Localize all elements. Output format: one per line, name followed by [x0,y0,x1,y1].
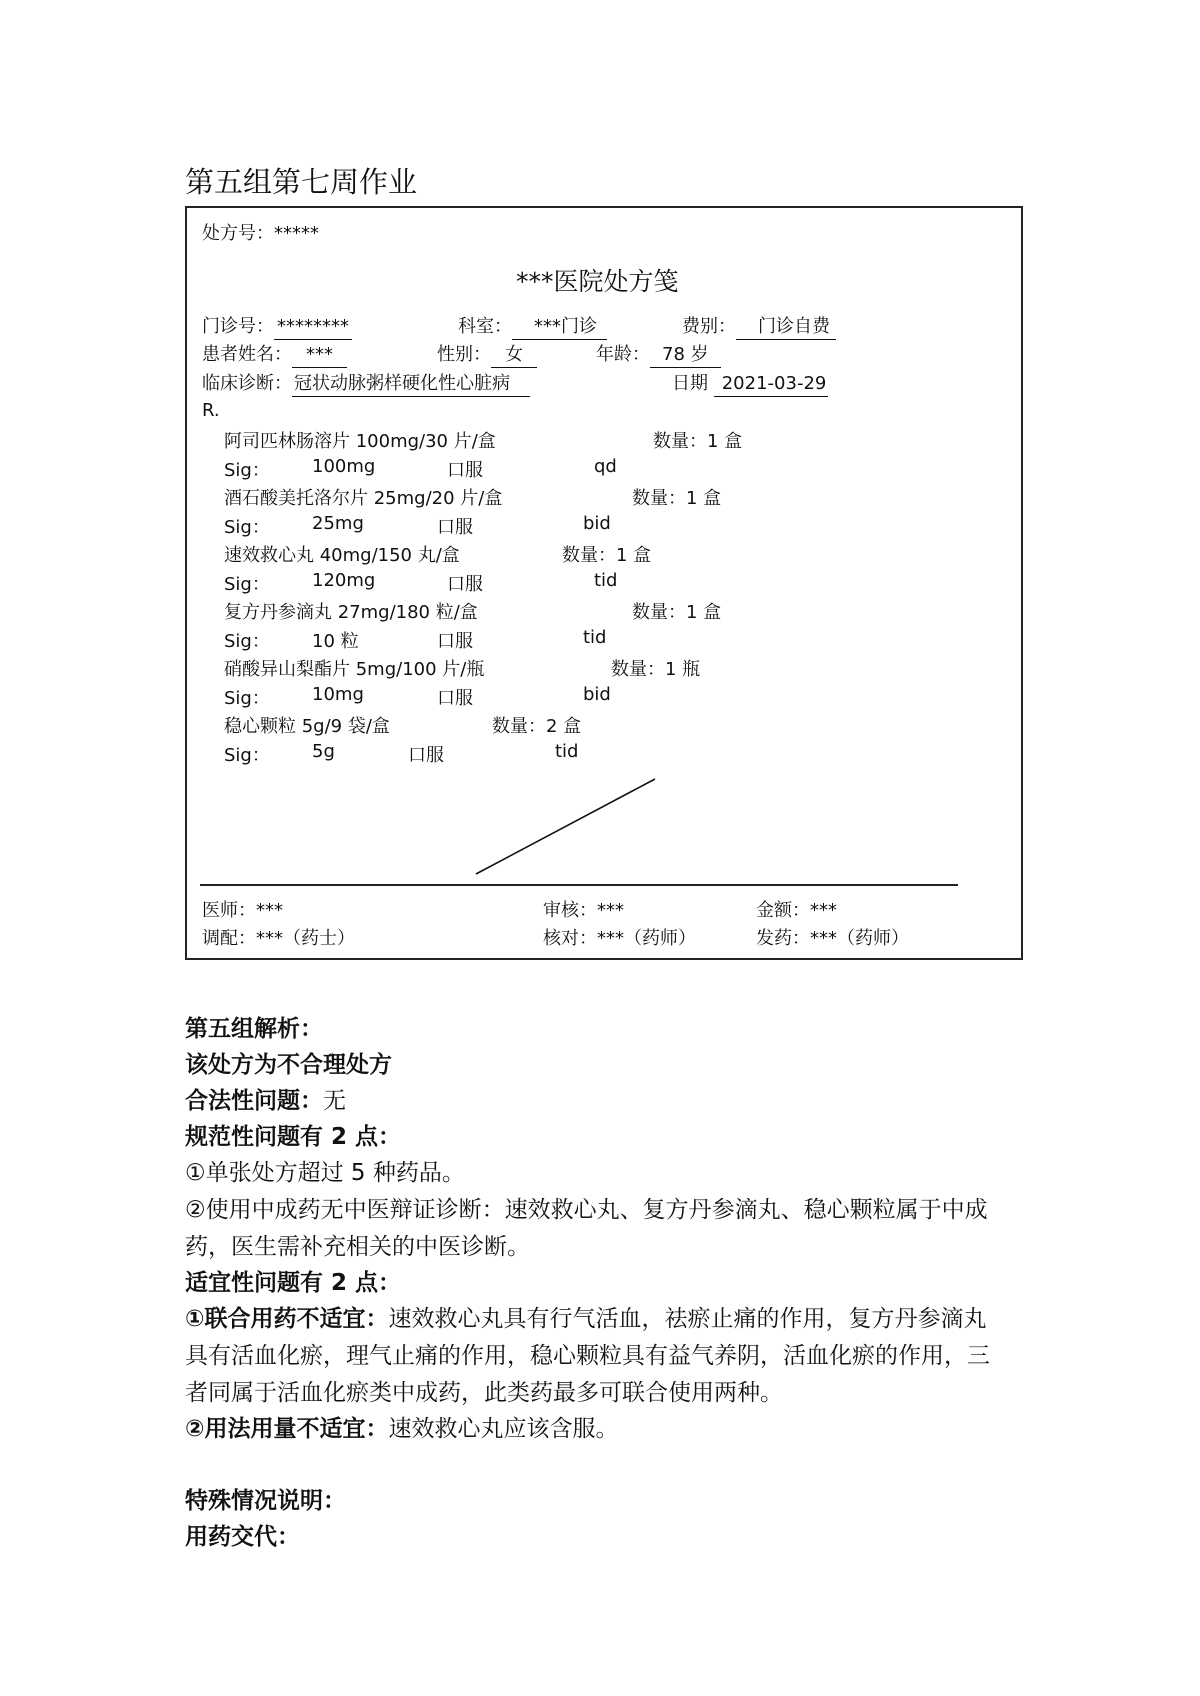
drug-route: 口服 [408,745,444,766]
appropriateness-item-cont: 者同属于活血化瘀类中成药，此类药最多可联合使用两种。 [185,1380,783,1406]
drug-name: 复方丹参滴丸 27mg/180 粒/盒 [224,602,478,623]
patient-age: 年龄： 78 岁 [596,340,721,368]
sig-label: Sig： [224,688,270,709]
drug-route: 口服 [447,574,483,595]
drug-quantity: 数量：1 瓶 [611,659,701,680]
drug-name: 阿司匹林肠溶片 100mg/30 片/盒 [224,431,496,452]
drug-dose: 100mg [312,456,376,477]
page-title: 第五组第七周作业 [185,165,418,199]
drug-dose: 25mg [312,513,364,534]
drug-route: 口服 [437,631,473,652]
sig-label: Sig： [224,460,270,481]
drug-name: 速效救心丸 40mg/150 丸/盒 [224,545,460,566]
drug-route: 口服 [437,517,473,538]
drug-frequency: bid [583,513,611,534]
drug-frequency: tid [555,741,579,762]
drug-route: 口服 [437,688,473,709]
drug-quantity: 数量：2 盒 [492,716,582,737]
dispense-signature: 调配：***（药士） [202,928,355,949]
drug-name: 稳心颗粒 5g/9 袋/盒 [224,716,390,737]
review-signature: 审核：*** [543,900,624,921]
drug-frequency: tid [594,570,618,591]
prescription-date: 日期 2021-03-29 [672,369,828,397]
sig-label: Sig： [224,631,270,652]
standardization-heading: 规范性问题有 2 点： [185,1124,402,1150]
standardization-item: ①单张处方超过 5 种药品。 [185,1160,465,1186]
clinical-diagnosis: 临床诊断： 冠状动脉粥样硬化性心脏病 [202,369,530,397]
drug-name: 硝酸异山梨酯片 5mg/100 片/瓶 [224,659,485,680]
sig-label: Sig： [224,517,270,538]
drug-dose: 10mg [312,684,364,705]
appropriateness-heading: 适宜性问题有 2 点： [185,1270,402,1296]
check-signature: 核对：***（药师） [543,928,696,949]
drug-quantity: 数量：1 盒 [562,545,652,566]
drug-frequency: qd [594,456,617,477]
fee-type: 费别： 门诊自费 [682,312,836,340]
footer-divider [200,884,958,886]
appropriateness-item-cont: 具有活血化瘀，理气止痛的作用，稳心颗粒具有益气养阴，活血化瘀的作用，三 [185,1343,990,1369]
patient-name: 患者姓名： *** [202,340,347,368]
drug-dose: 5g [312,741,335,762]
issue-signature: 发药：***（药师） [756,928,909,949]
analysis-verdict: 该处方为不合理处方 [185,1052,392,1078]
legality-issue: 合法性问题：无 [185,1088,346,1114]
sig-label: Sig： [224,574,270,595]
standardization-item-cont: 药，医生需补充相关的中医诊断。 [185,1234,530,1260]
drug-frequency: tid [583,627,607,648]
department: 科室： ***门诊 [458,312,607,340]
rx-mark: R. [202,400,220,421]
doctor-signature: 医师：*** [202,900,283,921]
drug-frequency: bid [583,684,611,705]
medication-counseling-heading: 用药交代： [185,1524,300,1550]
drug-name: 酒石酸美托洛尔片 25mg/20 片/盒 [224,488,503,509]
drug-dose: 120mg [312,570,376,591]
drug-quantity: 数量：1 盒 [632,488,722,509]
appropriateness-item: ①联合用药不适宜：速效救心丸具有行气活血，祛瘀止痛的作用，复方丹参滴丸 [185,1306,987,1332]
standardization-item: ②使用中成药无中医辩证诊断：速效救心丸、复方丹参滴丸、稳心颗粒属于中成 [185,1197,988,1223]
drug-route: 口服 [447,460,483,481]
special-notes-heading: 特殊情况说明： [185,1488,346,1514]
analysis-heading: 第五组解析： [185,1016,323,1042]
patient-sex: 性别： 女 [437,340,537,368]
sig-label: Sig： [224,745,270,766]
hospital-title: ***医院处方笺 [516,267,679,296]
prescription-number: 处方号：***** [202,223,319,244]
outpatient-number: 门诊号： ******** [202,312,352,340]
appropriateness-item: ②用法用量不适宜：速效救心丸应该含服。 [185,1416,619,1442]
drug-quantity: 数量：1 盒 [632,602,722,623]
amount: 金额：*** [756,900,837,921]
drug-quantity: 数量：1 盒 [653,431,743,452]
drug-dose: 10 粒 [312,631,359,652]
